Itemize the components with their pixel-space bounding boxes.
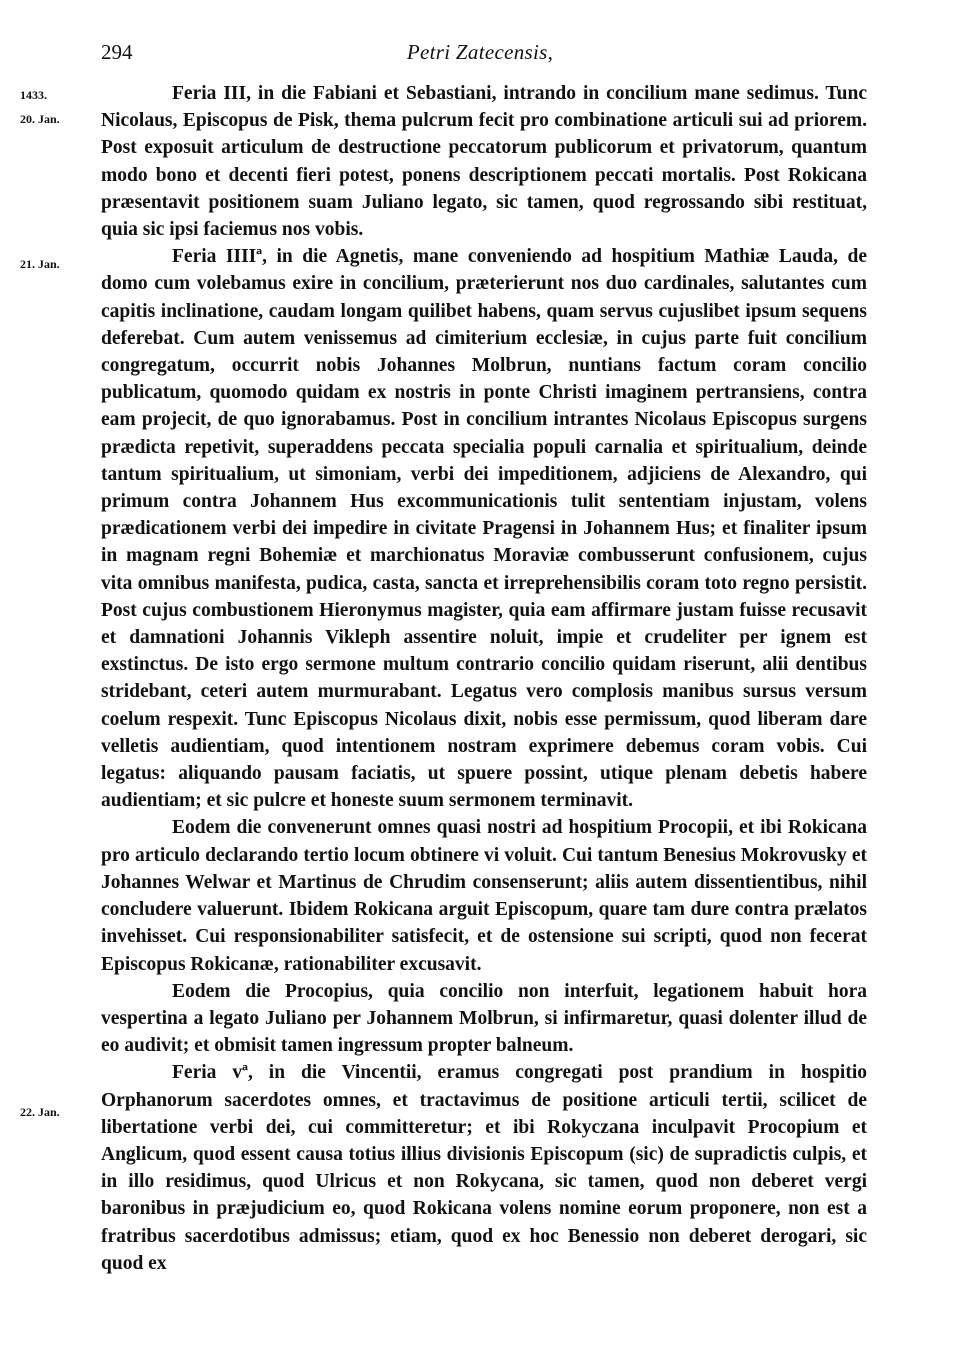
margin-note-date: 21. Jan. [20, 257, 60, 271]
main-text [101, 80, 867, 1277]
paragraph: Feria vª, in die Vincentii, eramus congregati post prandium in hospitio Orphanorum sacerdotes omnes, et tractavimus de positione articuli tertii, scilicet de libertatione verbi dei, cui committeretur; et ibi Rokyczana inculpavit Procopium et Anglicum, quod essent causa totius illius divisionis Episcopum (sic) de supradictis culpis, et in illo residimus, quod Ulricus et non Rokycana, sic tamen, quod non deberet vergi baronibus in præjudicium eo, quod Rokicana volens nomine eorum proponere, non est a fratribus sacerdotibus admissus; etiam, quod ex hoc Benessio non deberet derogari, sic quod ex [101, 1062, 867, 1274]
paragraph: Eodem die convenerunt omnes quasi nostri ad hospitium Procopii, et ibi Rokicana pro articulo declarando tertio locum obtinere vi voluit. Cui tantum Benesius Mokrovusky et Johannes Welwar et Martinus de Chrudim consenserunt; aliis autem dissentientibus, nihil concludere valuerunt. Ibidem Rokicana arguit Episcopum, quare tam dure contra prælatos invehisset. Cui responsionabiliter satisfecit, et de ostensione sui scripti, quod non fecerat Episcopus Rokicanæ, rationabiliter excusavit. [101, 817, 867, 975]
paragraph: Eodem die Procopius, quia concilio non interfuit, legationem habuit hora vespertina a legato Juliano per Johannem Molbrun, si infirmaretur, quasi dolenter illud de eo audivit; et obmisit tamen ingressum propter balneum. [101, 980, 867, 1057]
running-title: Petri Zatecensis, [406, 40, 554, 64]
paragraph: Feria IIIIª, in die Agnetis, mane conveniendo ad hospitium Mathiæ Lauda, de domo cum volebamus exire in concilium, præterierunt nos duo cardinales, salutantes cum capitis inclinatione, caudam longam quilibet habens, quam servus cujuslibet ipsum sequens deferebat. Cum autem venissemus ad cimiterium ecclesiæ, in cujus parte fuit concilium congregatum, occurrit nobis Johannes Molbrun, nuntians factum coram concilio publicatum, quomodo quidam ex nostris in ponte Christi imaginem pertransiens, contra eam projecit, de quo ignorabamus. Post in concilium intrantes Nicolaus Episcopus surgens prædicta repetivit, superaddens peccata specialia populi carnalia et spiritualium, deinde tantum spiritualium, ut simoniam, verbi dei impeditionem, adjiciens de Alexandro, qui primum contra Johannem Hus excommunicationis tulit sententiam injustam, volens prædicationem verbi dei impedire in civitate Pragensi in Johannem Hus; et finaliter ipsum in magnam regni Bohemiæ et marchionatus Moraviæ combusserunt confusionem, cujus vita omnibus manifesta, pudica, casta, sancta et irreprehensibilis coram toto regno persistit. Post cujus combustionem Hieronymus magister, quia eam affirmare justam fuisse recusavit et damnationi Johannis Vikleph assentire noluit, impie et crudeliter per ignem est exstinctus. De isto ergo sermone multum contrario concilio quidam riserunt, alii dentibus stridebant, ceteri autem murmurabant. Legatus vero complosis manibus sursus versum coelum respexit. Tunc Episcopus Nicolaus dixit, nobis esse permissum, quod liberam dare velletis audientiam, quod intentionem nostram exprimere debemus coram vobis. Cui legatus: aliquando pausam faciatis, ut spuere possint, utique plenam debetis habere audientiam; et sic pulcre et honeste suum sermonem terminavit. [101, 246, 867, 812]
margin-note-year: 1433. [20, 88, 47, 102]
page-number: 294 [101, 40, 133, 64]
margin-note-date: 20. Jan. [20, 112, 60, 126]
margin-note-date: 22. Jan. [20, 1105, 60, 1119]
paragraph: Feria III, in die Fabiani et Sebastiani, intrando in concilium mane sedimus. Tunc Nicolaus, Episcopus de Pisk, thema pulcrum fecit pro combinatione articuli sui ad priorem. Post exposuit articulum de destructione peccatorum publicorum et privatorum, quantum modo bono et decenti fieri potest, ponens descriptionem peccati mortalis. Post Rokicana præsentavit positionem suam Juliano legato, sic tamen, quod regrossando sibi restituat, quia sic ipsi faciemus nos vobis. [101, 83, 867, 241]
